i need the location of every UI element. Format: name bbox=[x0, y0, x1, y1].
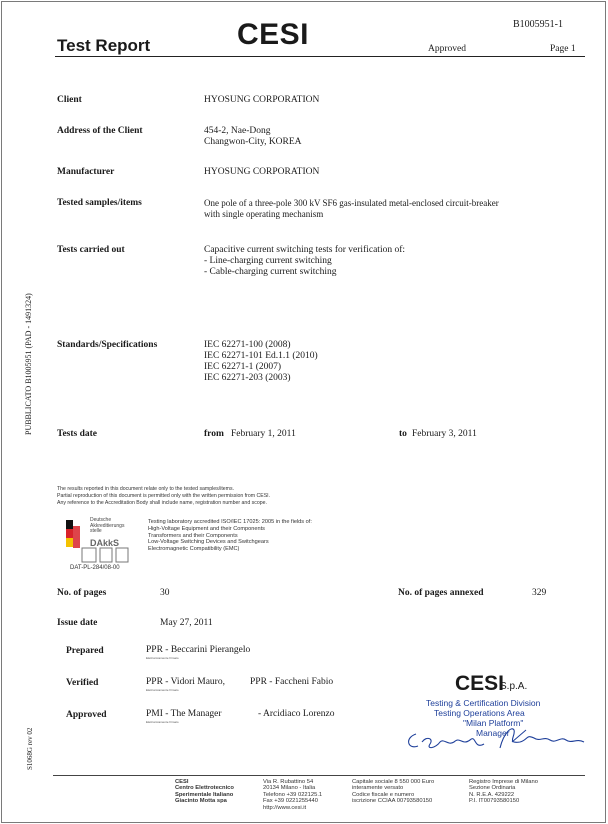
cesi-logo: CESI bbox=[237, 18, 310, 51]
manufacturer-label: Manufacturer bbox=[57, 167, 115, 177]
samples-label: Tested samples/items bbox=[57, 198, 142, 208]
accreditation-scope: Testing laboratory accredited ISO/IEC 17025: 2005 in the fields of: High-Voltage Equipment and their Components Transformers and their Components Low-Voltage Switching Devices and Switchgears Electromagnetic Compatibility (EMC) bbox=[148, 519, 312, 553]
footer-address: Via R. Rubattino 54 20134 Milano - Italia Telefono +39 022125.1 Fax +39 0221255440 http://www.cesi.it bbox=[263, 779, 323, 811]
pages-label: No. of pages bbox=[57, 588, 107, 598]
client-value: HYOSUNG CORPORATION bbox=[204, 95, 320, 105]
stamp-logo-suffix: S.p.A. bbox=[500, 681, 528, 692]
footer-registry: Registro Imprese di Milano Sezione Ordinaria N. R.E.A. 429222 P.I. IT00793580150 bbox=[469, 779, 538, 805]
signature-note: Elettronicamente firmato bbox=[146, 656, 179, 660]
approved-label: Approved bbox=[66, 710, 107, 720]
date-from-label: from bbox=[204, 429, 224, 439]
prepared-label: Prepared bbox=[66, 646, 104, 656]
stamp-line: Testing Operations Area bbox=[434, 708, 525, 718]
signature-note: Elettronicamente firmato bbox=[146, 688, 179, 692]
verified-value-1: PPR - Vidori Mauro, bbox=[146, 677, 225, 687]
tests-line3: - Cable-charging current switching bbox=[204, 267, 337, 277]
publication-code: PUBBLICATO B1005951 (PAD - 1491324) bbox=[24, 293, 33, 435]
verified-label: Verified bbox=[66, 678, 99, 688]
standards-label: Standards/Specifications bbox=[57, 340, 158, 350]
tests-line2: - Line-charging current switching bbox=[204, 256, 332, 266]
stamp-line: Manager bbox=[476, 728, 510, 738]
stamp-logo: CESI bbox=[455, 672, 505, 695]
annexed-label: No. of pages annexed bbox=[398, 588, 484, 598]
annexed-value: 329 bbox=[532, 588, 547, 598]
date-from-value: February 1, 2011 bbox=[231, 429, 296, 439]
footer-company: CESI Centro Elettrotecnico Sperimentale Italiano Giacinto Motta spa bbox=[175, 779, 234, 805]
tests-label: Tests carried out bbox=[57, 245, 125, 255]
tests-date-label: Tests date bbox=[57, 429, 98, 439]
approved-value-2: - Arcidiaco Lorenzo bbox=[258, 709, 335, 719]
dakks-name: DAkkS bbox=[90, 538, 120, 548]
address-line2: Changwon-City, KOREA bbox=[204, 137, 302, 147]
date-to-value: February 3, 2011 bbox=[412, 429, 477, 439]
report-title: Test Report bbox=[57, 36, 151, 55]
verified-value-2: PPR - Faccheni Fabio bbox=[250, 677, 334, 687]
date-to-label: to bbox=[399, 429, 407, 439]
stamp-line: Testing & Certification Division bbox=[426, 698, 541, 708]
dakks-text: Deutsche Akkreditierungs stelle bbox=[90, 517, 125, 535]
note-line: The results reported in this document relate only to the tested samples/items. bbox=[57, 486, 235, 492]
dakks-logo bbox=[66, 518, 144, 564]
standard-item: IEC 62271-1 (2007) bbox=[204, 362, 282, 372]
standard-item: IEC 62271-100 (2008) bbox=[204, 340, 291, 350]
document-number: B1005951-1 bbox=[513, 19, 563, 30]
note-line: Partial reproduction of this document is permitted only with the written permission from CESI. bbox=[57, 493, 271, 499]
stamp-line: "Milan Platform" bbox=[463, 718, 524, 728]
footer-capital: Capitale sociale 8 550 000 Euro interamente versato Codice fiscale e numero iscrizione CCIAA 00793580150 bbox=[352, 779, 435, 805]
standard-item: IEC 62271-101 Ed.1.1 (2010) bbox=[204, 351, 318, 361]
header-divider bbox=[55, 56, 585, 57]
address-line1: 454-2, Nae-Dong bbox=[204, 126, 271, 136]
tests-line1: Capacitive current switching tests for verification of: bbox=[204, 245, 406, 255]
standard-item: IEC 62271-203 (2003) bbox=[204, 373, 291, 383]
samples-line2: with single operating mechanism bbox=[204, 209, 324, 219]
issue-date-value: May 27, 2011 bbox=[160, 618, 213, 628]
accreditation-code: DAT-PL-284/08-00 bbox=[70, 565, 120, 571]
samples-line1: One pole of a three-pole 300 kV SF6 gas-insulated metal-enclosed circuit-breaker bbox=[204, 198, 499, 208]
page-number: Page 1 bbox=[550, 44, 576, 54]
pages-value: 30 bbox=[160, 588, 170, 598]
issue-date-label: Issue date bbox=[57, 618, 98, 628]
client-label: Client bbox=[57, 95, 82, 105]
approved-value-1: PMI - The Manager bbox=[146, 709, 222, 719]
manufacturer-value: HYOSUNG CORPORATION bbox=[204, 167, 320, 177]
handwritten-signature bbox=[400, 722, 590, 756]
prepared-value: PPR - Beccarini Pierangelo bbox=[146, 645, 251, 655]
signature-note: Elettronicamente firmato bbox=[146, 720, 179, 724]
footer-divider bbox=[53, 775, 585, 776]
address-label: Address of the Client bbox=[57, 126, 143, 136]
form-code: S1068G rev 02 bbox=[26, 727, 34, 770]
note-line: Any reference to the Accreditation Body shall include name, registration number and scope. bbox=[57, 500, 267, 506]
approval-status: Approved bbox=[428, 44, 466, 54]
